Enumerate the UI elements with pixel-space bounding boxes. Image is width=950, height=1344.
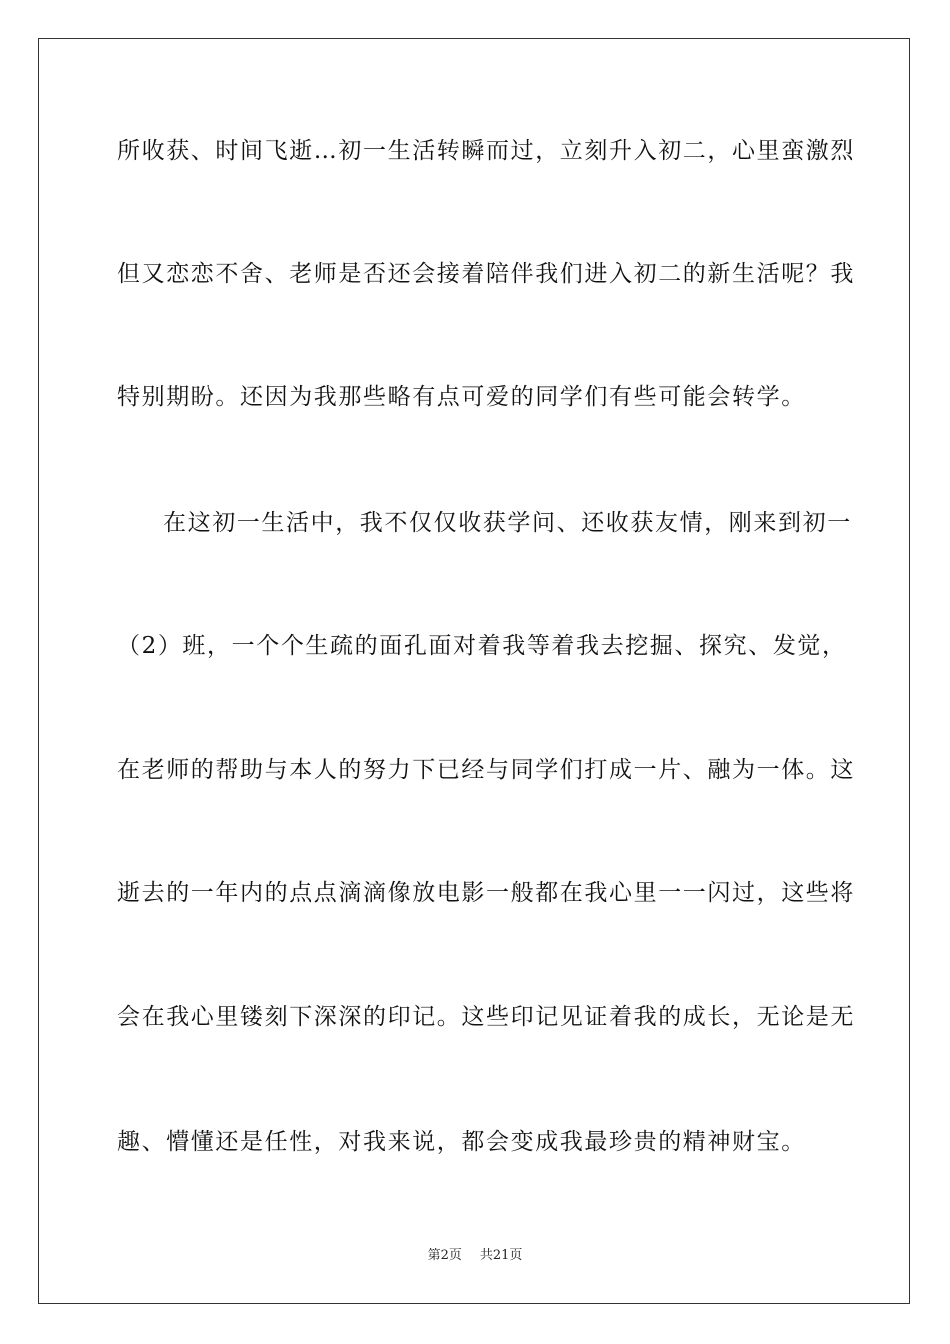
page-border: [38, 38, 910, 1304]
body-text-line: 会在我心里镂刻下深深的印记。这些印记见证着我的成长，无论是无: [117, 1004, 855, 1030]
body-text-line: 但又恋恋不舍、老师是否还会接着陪伴我们进入初二的新生活呢？我: [117, 261, 855, 287]
body-text-line: 逝去的一年内的点点滴滴像放电影一般都在我心里一一闪过，这些将: [117, 880, 855, 906]
body-text-line: 在老师的帮助与本人的努力下已经与同学们打成一片、融为一体。这: [117, 757, 855, 783]
body-text-line: 特别期盼。还因为我那些略有点可爱的同学们有些可能会转学。: [117, 384, 806, 410]
body-text-line: 趣、懵懂还是任性，对我来说，都会变成我最珍贵的精神财宝。: [117, 1129, 806, 1155]
page-footer: [0, 1247, 950, 1265]
page-total: 共21页: [479, 1248, 523, 1263]
page-number: 第2页: [427, 1248, 462, 1263]
body-text-line: （2）班，一个个生疏的面孔面对着我等着我去挖掘、探究、发觉，: [117, 633, 847, 659]
body-text-line: 所收获、时间飞逝…初一生活转瞬而过，立刻升入初二，心里蛮激烈: [117, 138, 855, 164]
body-text-line: 在这初一生活中，我不仅仅收获学问、还收获友情，刚来到初一: [163, 510, 852, 536]
